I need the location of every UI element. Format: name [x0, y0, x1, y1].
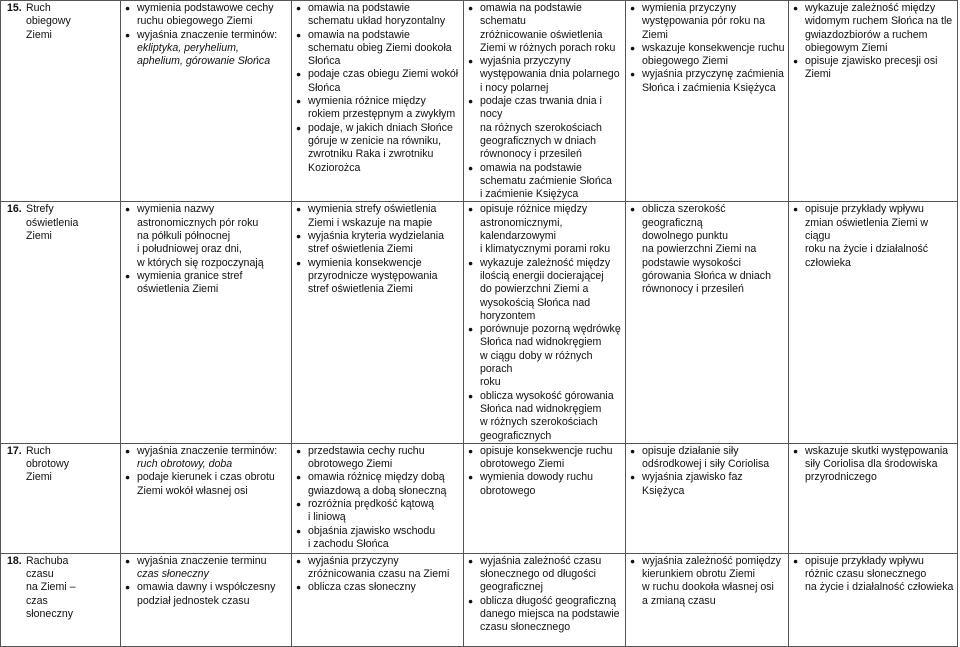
requirements-cell: [464, 553, 626, 646]
item-text-line: aphelium, górowanie Słońca: [137, 55, 271, 68]
table-body: [1, 1, 958, 647]
requirements-list: [793, 203, 954, 269]
item-text-line: ● podaje czas obiegu Ziemi wokół: [308, 68, 459, 81]
item-text-line: ● omawia na podstawie: [308, 2, 410, 14]
bullet-item: [468, 445, 622, 472]
requirements-list: [793, 445, 954, 485]
requirements-cell: [626, 553, 789, 646]
item-text-line: równonocy i przesileń: [480, 148, 582, 161]
requirements-cell: [292, 202, 464, 443]
requirements-list: [630, 445, 785, 498]
item-text-line: ● wymienia dowody ruchu: [480, 471, 594, 484]
bullet-item: [468, 162, 622, 202]
bullet-item: [296, 122, 460, 175]
item-text-line: na półkuli północnej: [137, 230, 231, 243]
item-text-line: ● oblicza szerokość geograficzną: [642, 203, 726, 229]
item-text-line: góruje w zenicie na równiku,: [308, 134, 442, 147]
topic-line: Strefy: [26, 203, 54, 216]
bullet-item: [125, 203, 288, 269]
requirements-list: [125, 203, 288, 296]
topic-line: Ruch obrotowy: [26, 444, 69, 471]
item-text-line: gwiazdozbiorów a ruchem: [805, 28, 928, 41]
item-text-line: ● wymienia granice stref: [137, 269, 243, 282]
lesson-number: 15.: [7, 2, 22, 14]
item-text-line: ● omawia na podstawie: [308, 28, 410, 41]
item-text-line: podział jednostek czasu: [137, 594, 250, 607]
bullet-item: [125, 2, 288, 29]
item-text-line: ilością energii docierającej: [480, 269, 604, 282]
requirements-cell: [626, 443, 789, 553]
bullet-item: [125, 445, 288, 458]
item-text-line: zróżnicowania czasu na Ziemi: [308, 568, 450, 581]
item-text-line: kierunkiem obrotu Ziemi: [642, 568, 756, 581]
item-text-line: i południowej oraz dni,: [137, 243, 242, 256]
item-text-line: w których się rozpoczynają: [137, 256, 264, 269]
item-text-line: ● porównuje pozorną wędrówkę: [480, 323, 621, 336]
bullet-item: [296, 230, 460, 257]
requirements-cell: [292, 553, 464, 646]
item-text-line: ● wykazuje zależność między: [805, 2, 936, 14]
item-text-line: geograficznych w dniach: [480, 134, 597, 147]
item-text-line: ● opisuje konsekwencje ruchu: [480, 444, 613, 457]
bullet-item: [296, 471, 460, 498]
lesson-topic: [26, 203, 92, 243]
item-text-line: ruch obrotowy, doba: [137, 458, 233, 471]
item-text-line: ● wyjaśnia zależność czasu: [480, 554, 602, 567]
bullet-item: [296, 29, 460, 69]
item-text-line: ● wskazuje skutki występowania: [805, 444, 949, 457]
item-text-line: oświetlenia Ziemi: [137, 283, 219, 296]
item-text-line: ekliptyka, peryhelium,: [137, 41, 239, 54]
requirements-list: [125, 2, 288, 68]
term-continuation: [125, 42, 288, 69]
item-text-line: przyrodniczego: [805, 471, 877, 484]
requirements-cell: [789, 202, 958, 443]
bullet-item: [125, 471, 288, 498]
bullet-item: [630, 445, 785, 472]
requirements-cell: [464, 202, 626, 443]
bullet-item: [630, 68, 785, 95]
bullet-item: [125, 581, 288, 608]
item-text-line: schematu obieg Ziemi dookoła: [308, 41, 452, 54]
item-text-line: na życie i działalność człowieka: [805, 581, 954, 594]
item-text-line: Słońca nad widnokręgiem: [480, 336, 602, 349]
topic-line: słoneczny: [26, 607, 74, 620]
item-text-line: na różnych szerokościach: [480, 121, 602, 134]
item-text-line: rokiem przestępnym a zwykłym: [308, 108, 456, 121]
item-text-line: i klimatycznymi porami roku: [480, 243, 611, 256]
item-text-line: ● wyjaśnia zależność pomiędzy: [642, 554, 781, 567]
item-text-line: ● wymienia konsekwencje: [308, 256, 422, 269]
item-text-line: słonecznego od długości: [480, 568, 597, 581]
item-text-line: zwrotniku Raka i zwrotniku: [308, 148, 434, 161]
item-text-line: stref oświetlenia Ziemi: [308, 243, 413, 256]
item-text-line: ● opisuje zjawisko precesji osi: [805, 55, 938, 68]
item-text-line: ● wskazuje konsekwencje ruchu: [642, 41, 785, 54]
item-text-line: Słońca: [308, 55, 341, 68]
item-text-line: i liniową: [308, 511, 346, 524]
item-text-line: siły Coriolisa dla środowiska: [805, 458, 938, 471]
topic-line: Ziemi: [26, 28, 52, 41]
item-text-line: horyzontem: [480, 309, 536, 322]
item-text-line: ● omawia na podstawie: [480, 161, 582, 174]
requirements-cell: [789, 553, 958, 646]
bullet-item: [125, 555, 288, 568]
requirements-cell: [464, 1, 626, 202]
bullet-item: [793, 55, 954, 82]
requirements-list: [296, 2, 460, 175]
lesson-number: 17.: [7, 444, 22, 457]
item-text-line: ● wyjaśnia przyczyny: [308, 554, 399, 567]
item-text-line: człowieka: [805, 256, 851, 269]
item-text-line: kalendarzowymi: [480, 230, 556, 243]
bullet-item: [468, 55, 622, 95]
item-text-line: obrotowego Ziemi: [308, 458, 393, 471]
bullet-item: [793, 2, 954, 55]
topic-cell: [1, 443, 121, 553]
requirements-list: [296, 203, 460, 296]
bullet-item: [468, 595, 622, 635]
item-text-line: ● rozróżnia prędkość kątową: [308, 497, 435, 510]
item-text-line: Ziemi: [805, 68, 831, 81]
item-text-line: danego miejsca na podstawie: [480, 607, 620, 620]
item-text-line: równonocy i przesileń: [642, 283, 744, 296]
item-text-line: ● omawia dawny i współczesny: [137, 581, 276, 594]
item-text-line: geograficznej: [480, 581, 544, 594]
item-text-line: ● wymienia nazwy: [137, 203, 215, 216]
term-continuation: [125, 458, 288, 471]
item-text-line: dowolnego punktu: [642, 230, 728, 243]
item-text-line: górowania Słońca w dniach: [642, 269, 771, 282]
bullet-item: [125, 29, 288, 42]
bullet-item: [468, 2, 622, 55]
item-text-line: ● opisuje przykłady wpływu: [805, 554, 924, 567]
requirements-cell: [789, 443, 958, 553]
item-text-line: ● wyjaśnia zjawisko faz Księżyca: [642, 471, 743, 497]
bullet-item: [630, 203, 785, 296]
item-text-line: w ruchu dookoła własnej osi: [642, 581, 774, 594]
bullet-item: [468, 471, 622, 498]
topic-line: oświetlenia: [26, 216, 79, 229]
bullet-item: [296, 445, 460, 472]
item-text-line: ● opisuje przykłady wpływu: [805, 203, 924, 216]
requirements-cell: [626, 202, 789, 443]
requirements-list: [296, 445, 460, 551]
item-text-line: ● wyjaśnia przyczyny: [480, 55, 571, 68]
requirements-list: [468, 2, 622, 201]
bullet-item: [630, 471, 785, 498]
item-text-line: Ziemi: [642, 28, 668, 41]
table-row: [1, 553, 958, 646]
item-text-line: Słońca: [308, 81, 341, 94]
item-text-line: Słońca i zaćmienia Księżyca: [642, 81, 776, 94]
item-text-line: i zaćmienie Księżyca: [480, 188, 579, 201]
table-row: [1, 202, 958, 443]
bullet-item: [793, 555, 954, 595]
requirements-cell: [121, 202, 292, 443]
item-text-line: schematu zaćmienie Słońca: [480, 174, 612, 187]
lesson-topic: [26, 445, 92, 485]
item-text-line: ● przedstawia cechy ruchu: [308, 444, 425, 457]
requirements-list: [125, 555, 288, 608]
requirements-list: [468, 203, 622, 442]
requirements-cell: [292, 443, 464, 553]
bullet-item: [296, 2, 460, 29]
requirements-cell: [121, 443, 292, 553]
item-text-line: Koziorożca: [308, 161, 361, 174]
item-text-line: ● wymienia różnice między: [308, 95, 426, 108]
bullet-item: [468, 95, 622, 161]
topic-line: Ziemi: [26, 471, 52, 484]
bullet-item: [296, 68, 460, 95]
item-text-line: roku na życie i działalność: [805, 243, 929, 256]
item-text-line: ● wykazuje zależność między: [480, 256, 611, 269]
bullet-item: [468, 203, 622, 256]
item-text-line: Ziemi w różnych porach roku: [480, 41, 616, 54]
item-text-line: i zachodu Słońca: [308, 537, 389, 550]
item-text-line: ● omawia na podstawie schematu: [480, 2, 582, 28]
requirements-list: [630, 203, 785, 296]
item-text-line: astronomicznymi,: [480, 216, 563, 229]
item-text-line: ● podaje czas trwania dnia i nocy: [480, 95, 602, 121]
item-text-line: ● wyjaśnia znaczenie terminów:: [137, 444, 278, 457]
item-text-line: ● oblicza długość geograficzną: [480, 594, 617, 607]
item-text-line: schematu układ horyzontalny: [308, 15, 446, 28]
item-text-line: Ziemi wokół własnej osi: [137, 484, 248, 497]
bullet-item: [296, 203, 460, 230]
topic-line: Ziemi: [26, 230, 52, 243]
item-text-line: obrotowego Ziemi: [480, 458, 565, 471]
item-text-line: a zmianą czasu: [642, 594, 716, 607]
term-continuation: [125, 568, 288, 581]
bullet-item: [793, 203, 954, 269]
item-text-line: ● podaje kierunek i czas obrotu: [137, 471, 275, 484]
bullet-item: [296, 257, 460, 297]
bullet-item: [296, 555, 460, 582]
item-text-line: zróżnicowanie oświetlenia: [480, 28, 603, 41]
item-text-line: ● oblicza czas słoneczny: [308, 581, 416, 594]
item-text-line: Słońca nad widnokręgiem: [480, 402, 602, 415]
item-text-line: wysokością Słońca nad: [480, 296, 591, 309]
lesson-topic: [26, 2, 92, 42]
item-text-line: ● opisuje różnice między: [480, 203, 588, 216]
bullet-item: [296, 581, 460, 594]
item-text-line: ● omawia różnicę między dobą: [308, 471, 445, 484]
item-text-line: geograficznych: [480, 429, 552, 442]
bullet-item: [793, 445, 954, 485]
requirements-list: [793, 555, 954, 595]
item-text-line: astronomicznych pór roku: [137, 216, 259, 229]
requirements-list: [793, 2, 954, 82]
topic-cell: [1, 202, 121, 443]
item-text-line: ● podaje, w jakich dniach Słońce: [308, 121, 453, 134]
requirements-cell: [789, 1, 958, 202]
requirements-cell: [464, 443, 626, 553]
item-text-line: ● wymienia podstawowe cechy: [137, 2, 274, 14]
table-row: [1, 1, 958, 202]
bullet-item: [125, 270, 288, 297]
item-text-line: ● opisuje działanie siły: [642, 444, 739, 457]
item-text-line: przyrodnicze występowania: [308, 269, 438, 282]
requirements-list: [296, 555, 460, 595]
requirements-list: [630, 555, 785, 608]
item-text-line: w ciągu doby w różnych porach: [480, 349, 593, 376]
item-text-line: występowania pór roku na: [642, 15, 766, 28]
topic-cell: [1, 1, 121, 202]
lesson-number: 18.: [7, 554, 22, 567]
requirements-cell: [121, 553, 292, 646]
item-text-line: obiegowym Ziemi: [805, 41, 888, 54]
bullet-item: [630, 555, 785, 608]
topic-line: Rachuba czasu: [26, 554, 69, 581]
bullet-item: [296, 498, 460, 525]
item-text-line: różnic czasu słonecznego: [805, 568, 927, 581]
bullet-item: [468, 323, 622, 389]
lesson-topic: [26, 555, 92, 621]
item-text-line: i nocy polarnej: [480, 81, 549, 94]
bullet-item: [468, 390, 622, 443]
item-text-line: w różnych szerokościach: [480, 416, 598, 429]
requirements-list: [468, 445, 622, 498]
bullet-item: [296, 95, 460, 122]
item-text-line: Ziemi i wskazuje na mapie: [308, 216, 433, 229]
lesson-number: 16.: [7, 203, 22, 216]
item-text-line: zmian oświetlenia Ziemi w ciągu: [805, 216, 929, 243]
topic-cell: [1, 553, 121, 646]
requirements-cell: [626, 1, 789, 202]
item-text-line: ● wyjaśnia przyczynę zaćmienia: [642, 68, 784, 81]
bullet-item: [630, 2, 785, 42]
table-row: [1, 443, 958, 553]
requirements-list: [630, 2, 785, 95]
item-text-line: ● wymienia przyczyny: [642, 2, 737, 14]
item-text-line: podstawie wysokości: [642, 256, 741, 269]
item-text-line: ● wymienia strefy oświetlenia: [308, 203, 437, 216]
bullet-item: [296, 525, 460, 552]
item-text-line: ● wyjaśnia znaczenie terminów:: [137, 28, 278, 41]
item-text-line: ● oblicza wysokość górowania: [480, 389, 614, 402]
item-text-line: ● wyjaśnia znaczenie terminu: [137, 554, 267, 567]
item-text-line: do powierzchni Ziemi a: [480, 283, 589, 296]
bullet-item: [468, 555, 622, 595]
item-text-line: czasu słonecznego: [480, 621, 571, 634]
requirements-list: [468, 555, 622, 635]
item-text-line: na powierzchni Ziemi na: [642, 243, 757, 256]
bullet-item: [468, 257, 622, 323]
item-text-line: widomym ruchem Słońca na tle: [805, 15, 953, 28]
requirements-list: [125, 445, 288, 498]
item-text-line: występowania dnia polarnego: [480, 68, 620, 81]
item-text-line: obrotowego: [480, 484, 536, 497]
item-text-line: ● objaśnia zjawisko wschodu: [308, 524, 436, 537]
item-text-line: czas słoneczny: [137, 568, 209, 581]
item-text-line: ● wyjaśnia kryteria wydzielania: [308, 230, 445, 243]
item-text-line: obiegowego Ziemi: [642, 55, 728, 68]
item-text-line: odśrodkowej i siły Coriolisa: [642, 458, 770, 471]
bullet-item: [630, 42, 785, 69]
requirements-cell: [292, 1, 464, 202]
topic-line: Ruch obiegowy: [26, 2, 71, 28]
item-text-line: roku: [480, 376, 501, 389]
requirements-cell: [121, 1, 292, 202]
item-text-line: ruchu obiegowego Ziemi: [137, 15, 253, 28]
item-text-line: stref oświetlenia Ziemi: [308, 283, 413, 296]
item-text-line: gwiazdową a dobą słoneczną: [308, 484, 447, 497]
topic-line: na Ziemi – czas: [26, 581, 76, 607]
